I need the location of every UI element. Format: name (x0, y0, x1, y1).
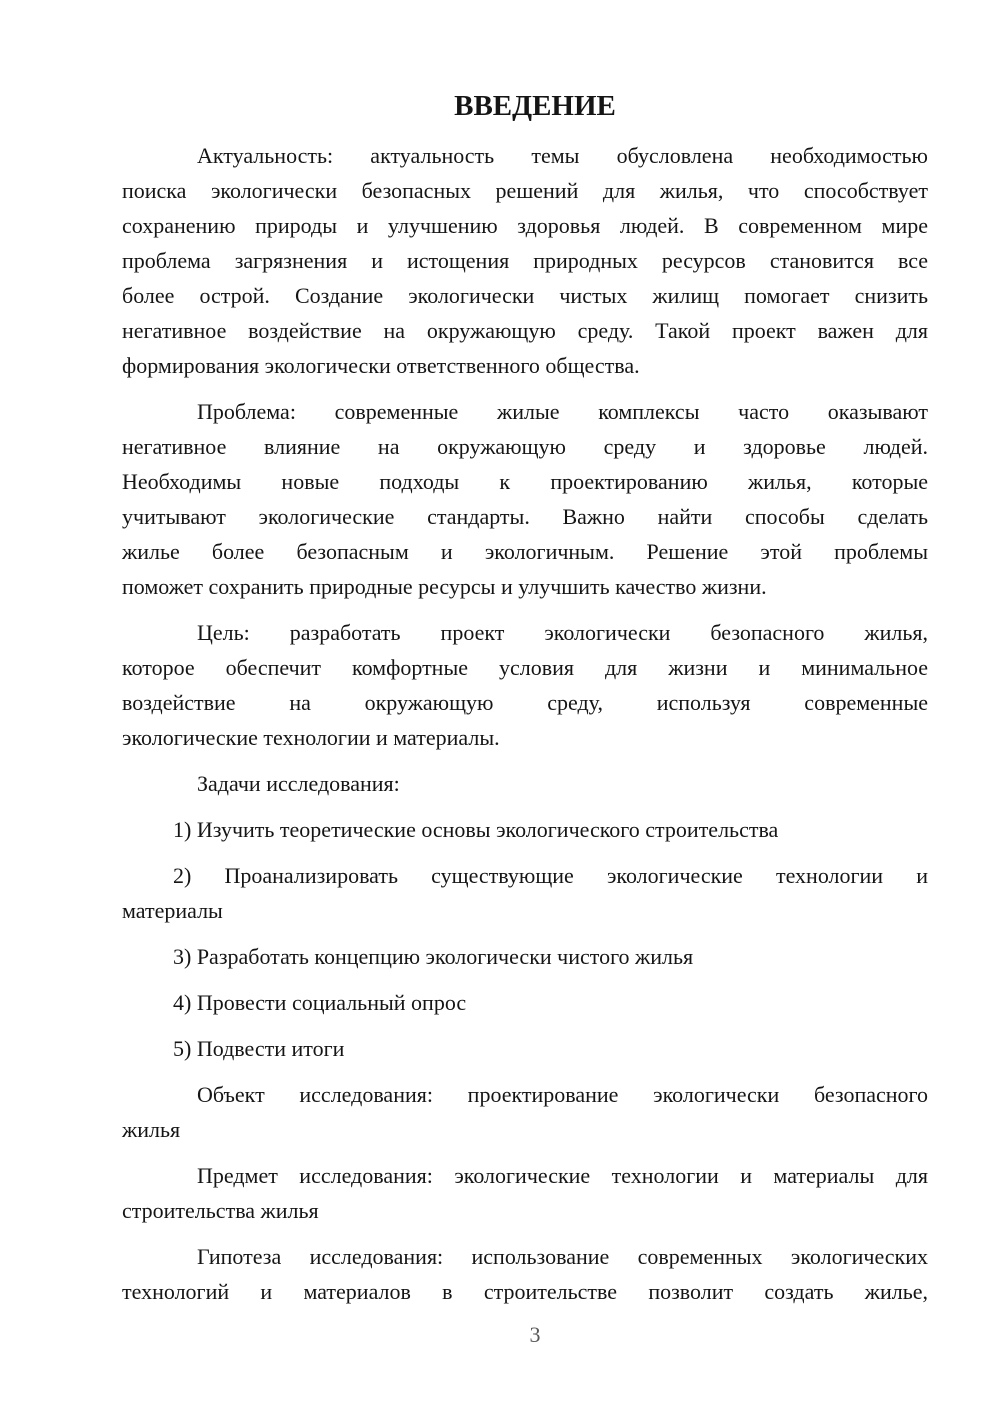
text-line: Гипотеза исследования: использование современных экологических (197, 1244, 928, 1269)
paragraph-hypothesis (122, 1239, 928, 1309)
text-line: жилье более безопасным и экологичным. Решение этой проблемы (122, 539, 928, 564)
paragraph-relevance (122, 138, 928, 383)
text-line: экологические технологии и материалы. (122, 725, 500, 750)
text-line: Объект исследования: проектирование экологически безопасного (197, 1082, 928, 1107)
document-body (122, 138, 928, 1309)
task-item-5 (122, 1031, 928, 1066)
paragraph-goal (122, 615, 928, 755)
task-item-1 (122, 812, 928, 847)
text-line: технологий и материалов в строительстве позволит создать жилье, (122, 1279, 928, 1304)
tasks-heading (122, 766, 928, 801)
text-line: 3) Разработать концепцию экологически чистого жилья (173, 944, 694, 969)
text-line: которое обеспечит комфортные условия для жизни и минимальное (122, 655, 928, 680)
text-line: более острой. Создание экологически чистых жилищ помогает снизить (122, 283, 928, 308)
task-item-3 (122, 939, 928, 974)
text-line: сохранению природы и улучшению здоровья людей. В современном мире (122, 213, 928, 238)
text-line: жилья (122, 1117, 181, 1142)
text-line: 1) Изучить теоретические основы экологического строительства (173, 817, 779, 842)
task-item-4 (122, 985, 928, 1020)
text-line: 4) Провести социальный опрос (173, 990, 467, 1015)
page-number: 3 (529, 1322, 541, 1347)
text-line: Цель: разработать проект экологически безопасного жилья, (197, 620, 928, 645)
text-line: негативное воздействие на окружающую среду. Такой проект важен для (122, 318, 928, 343)
text-line: Предмет исследования: экологические технологии и материалы для (197, 1163, 928, 1188)
text-line: 2) Проанализировать существующие экологические технологии и (173, 863, 928, 888)
text-line: учитывают экологические стандарты. Важно найти способы сделать (122, 504, 928, 529)
text-line: Необходимы новые подходы к проектированию жилья, которые (122, 469, 928, 494)
text-line: негативное влияние на окружающую среду и здоровье людей. (122, 434, 928, 459)
page-title: ВВЕДЕНИЕ (454, 90, 616, 122)
paragraph-object (122, 1077, 928, 1147)
text-line: 5) Подвести итоги (173, 1036, 345, 1061)
text-line: формирования экологически ответственного общества. (122, 353, 640, 378)
text-line: Актуальность: актуальность темы обусловлена необходимостью (197, 143, 928, 168)
text-line: поможет сохранить природные ресурсы и улучшить качество жизни. (122, 574, 767, 599)
paragraph-subject (122, 1158, 928, 1228)
paragraph-problem (122, 394, 928, 604)
text-line: воздействие на окружающую среду, используя современные (122, 690, 928, 715)
text-line: проблема загрязнения и истощения природных ресурсов становится все (122, 248, 928, 273)
text-line: строительства жилья (122, 1198, 319, 1223)
text-line: Задачи исследования: (197, 771, 400, 796)
text-line: Проблема: современные жилые комплексы часто оказывают (197, 399, 928, 424)
text-line: поиска экологически безопасных решений для жилья, что способствует (122, 178, 928, 203)
text-line: материалы (122, 898, 223, 923)
task-item-2 (122, 858, 928, 928)
